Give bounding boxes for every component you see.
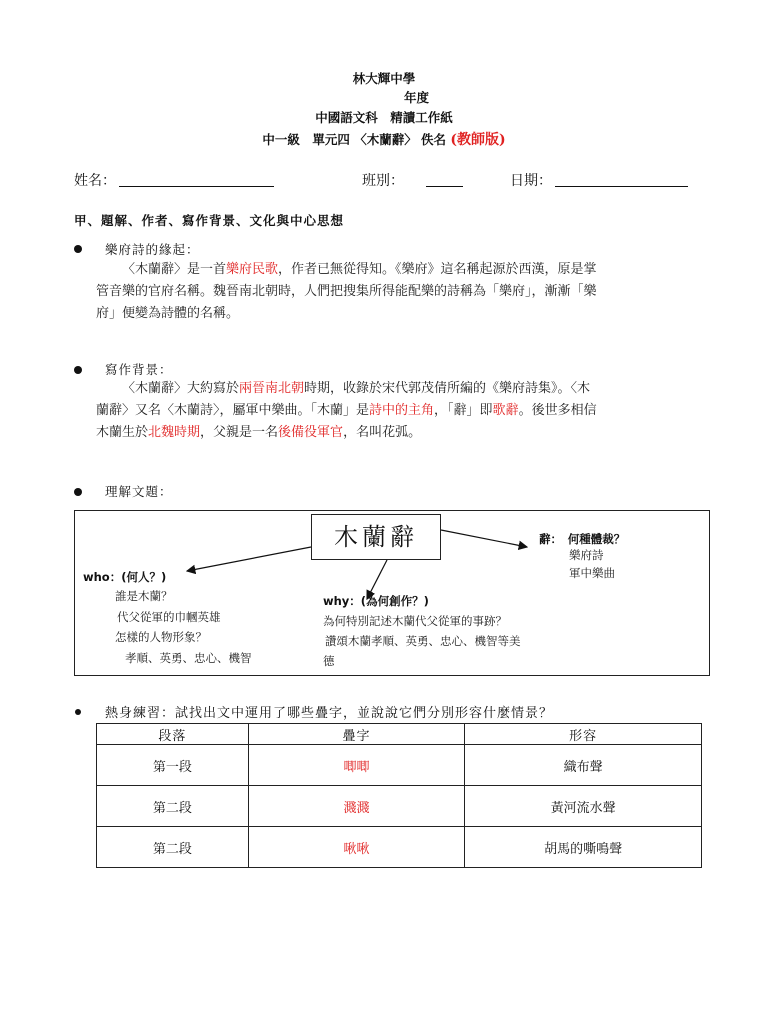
- writing-background-label: 寫作背景：: [105, 362, 173, 377]
- bullet-icon: [74, 488, 82, 496]
- header-description: 形容: [465, 724, 702, 745]
- diagram-center-title: 木蘭辭: [311, 514, 441, 560]
- who-question: 誰是木蘭？: [115, 589, 173, 603]
- ci-label: 辭： 何種體裁？: [539, 532, 626, 546]
- date-field[interactable]: [555, 186, 688, 187]
- who-question-2: 怎樣的人物形象？: [115, 630, 207, 644]
- date-label: 日期：: [510, 173, 552, 189]
- header-paragraph: 段落: [97, 724, 249, 745]
- ci-answer-1: 樂府詩: [569, 548, 604, 562]
- table-header-row: [97, 724, 702, 745]
- title-diagram: [74, 510, 710, 676]
- table-row: [97, 827, 702, 868]
- cell-paragraph: 第二段: [97, 786, 249, 827]
- table-row: [97, 745, 702, 786]
- why-answer-cont: 德: [323, 654, 335, 668]
- who-label: who：(何人？): [83, 570, 167, 584]
- class-label: 班別：: [362, 173, 404, 189]
- arrow-to-who: [187, 547, 311, 571]
- bullet-icon: [74, 245, 82, 253]
- class-field[interactable]: [426, 186, 463, 187]
- cell-paragraph: 第一段: [97, 745, 249, 786]
- arrow-to-ci: [441, 530, 527, 547]
- yuefu-origin-paragraph: 〈木蘭辭〉是一首樂府民歌，作者已無從得知。《樂府》這名稱起源於西漢，原是掌 管音樂的官府名稱。魏晉南北朝時，人們把搜集所得能配樂的詩稱為「樂府」，漸漸「樂 府」便變為詩體的名稱。: [96, 262, 597, 321]
- bullet-icon: [75, 709, 81, 715]
- subject-title: 中國語文科 精讀工作紙: [315, 110, 453, 125]
- teacher-edition-badge: (教師版): [450, 132, 506, 148]
- why-label: why：(為何創作？): [323, 594, 429, 608]
- table-row: [97, 786, 702, 827]
- unit-title: [0, 131, 768, 149]
- unit-title-text: 中一級 單元四 〈木蘭辭〉 佚名: [262, 132, 451, 147]
- cell-description[interactable]: 織布聲: [465, 745, 702, 786]
- why-question: 為何特別記述木蘭代父從軍的事跡？: [323, 614, 507, 628]
- title-explain-label: 理解文題：: [105, 484, 173, 499]
- section-heading: 甲、題解、作者、寫作背景、文化與中心思想: [74, 213, 345, 228]
- writing-background-paragraph: 〈木蘭辭〉大約寫於兩晉南北朝時期，收錄於宋代郭茂倩所編的《樂府詩集》。〈木 蘭辭〉又名〈木蘭詩〉，屬軍中樂曲。「木蘭」是詩中的主角，「辭」即歌辭。後世多相信 木蘭生於北魏時期，父親是一名後備役軍官，名叫花弧。: [96, 381, 597, 440]
- cell-description[interactable]: 胡馬的嘶鳴聲: [465, 827, 702, 868]
- cell-description[interactable]: 黃河流水聲: [465, 786, 702, 827]
- cell-reduplicated-word[interactable]: 啾啾: [248, 827, 465, 868]
- why-answer: 讚頌木蘭孝順、英勇、忠心、機智等美: [325, 634, 521, 648]
- name-label: 姓名：: [74, 173, 116, 189]
- who-answer-2: 孝順、英勇、忠心、機智: [125, 651, 252, 665]
- name-field[interactable]: [119, 186, 274, 187]
- yuefu-origin-label: 樂府詩的緣起：: [105, 242, 200, 257]
- school-name: 林大輝中學: [352, 71, 416, 86]
- bullet-icon: [74, 366, 82, 374]
- warmup-prompt: 熱身練習：試找出文中運用了哪些疊字，並說說它們分別形容什麼情景？: [105, 706, 554, 721]
- academic-year: 年度: [404, 90, 430, 105]
- cell-reduplicated-word[interactable]: 唧唧: [248, 745, 465, 786]
- cell-reduplicated-word[interactable]: 濺濺: [248, 786, 465, 827]
- ci-answer-2: 軍中樂曲: [569, 566, 615, 580]
- cell-paragraph: 第二段: [97, 827, 249, 868]
- reduplication-table: [96, 723, 702, 868]
- who-answer: 代父從軍的巾幗英雄: [117, 610, 221, 624]
- header-reduplicated-word: 疊字: [248, 724, 465, 745]
